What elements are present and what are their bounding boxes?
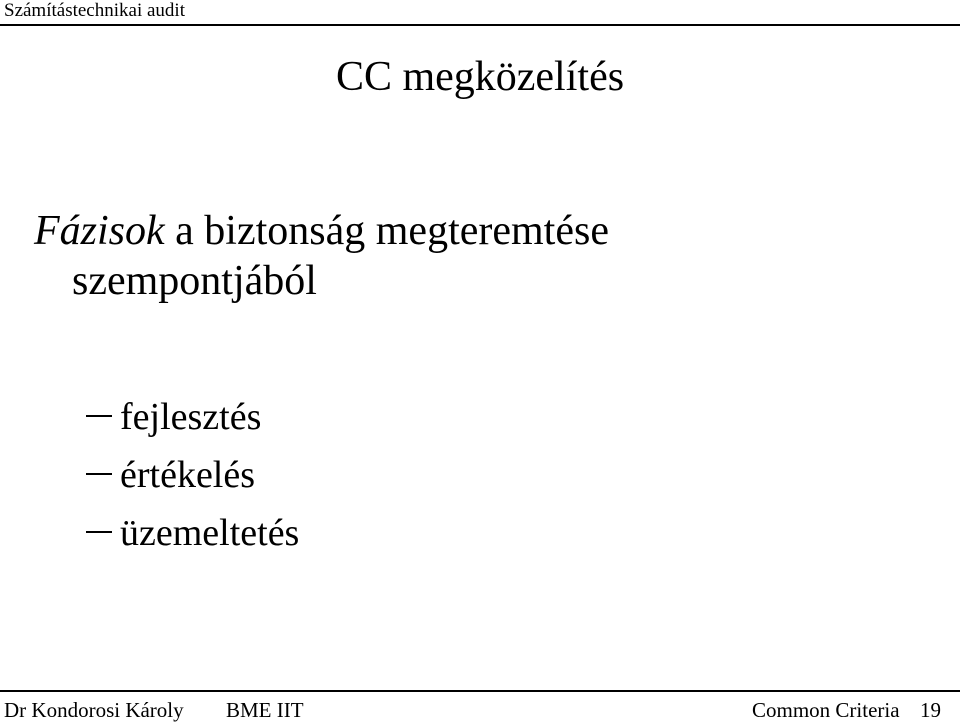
list-item [86, 504, 299, 562]
bottom-divider [0, 690, 960, 692]
header-title: Számítástechnikai audit [4, 0, 185, 21]
page-number: 19 [920, 698, 941, 722]
heading-italic-word: Fázisok [34, 208, 165, 254]
top-divider [0, 24, 960, 26]
heading-line-1-rest: a biztonság megteremtése [164, 208, 609, 254]
footer [0, 697, 960, 723]
list-item-text: értékelés [120, 454, 256, 496]
list-item [86, 388, 299, 446]
footer-author: Dr Kondorosi Károly [4, 698, 184, 722]
list-item [86, 446, 299, 504]
heading-line-1 [34, 206, 609, 256]
phase-list [86, 388, 299, 562]
dash-bullet-icon [86, 531, 112, 533]
footer-topic: Common Criteria [752, 698, 900, 722]
main-heading [34, 206, 609, 306]
list-item-text: fejlesztés [120, 396, 262, 438]
slide-title: CC megközelítés [335, 54, 625, 100]
heading-line-2: szempontjából [72, 258, 317, 304]
list-item-text: üzemeltetés [120, 512, 300, 554]
dash-bullet-icon [86, 415, 112, 417]
dash-bullet-icon [86, 473, 112, 475]
footer-organization: BME IIT [226, 698, 304, 722]
